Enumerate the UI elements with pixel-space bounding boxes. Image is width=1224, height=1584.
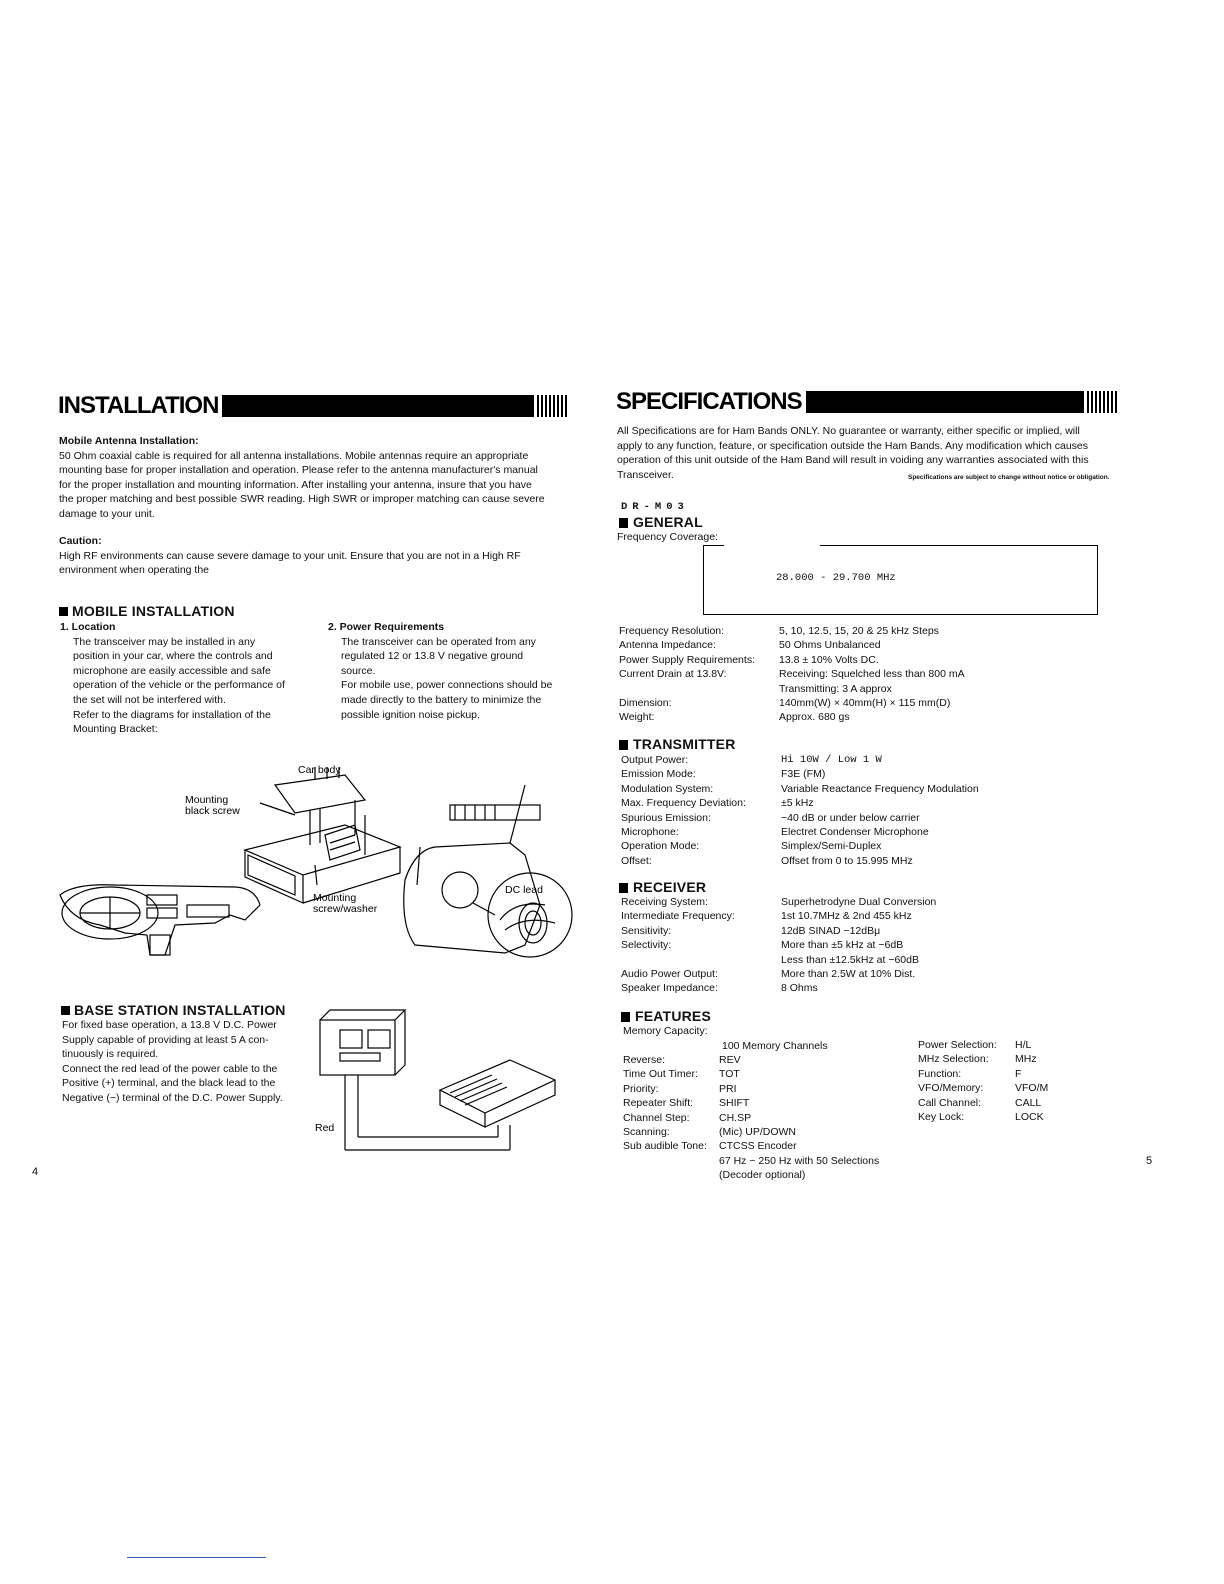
features-left-table [623,1053,879,1183]
page-number-left: 4 [32,1166,39,1178]
feature-row: Key Lock: LOCK [918,1111,1044,1124]
bullet-square-icon [619,518,628,528]
spec-row: Frequency Resolution: 5, 10, 12.5, 15, 20 & 25 kHz Steps [619,625,939,637]
bullet-square-icon [619,883,628,893]
mobile-installation-heading: MOBILE INSTALLATION [59,603,235,619]
spec-row: Current Drain at 13.8V: Receiving: Squelched less than 800 mA [619,668,965,681]
location-section [60,620,300,737]
base-station-line: Connect the red lead of the power cable to the [62,1062,278,1075]
feature-row: Sub audible Tone: CTCSS Encoder [623,1140,797,1153]
location-heading: 1. Location [60,621,116,633]
freq-coverage-box [703,545,1098,615]
installation-title: INSTALLATION [58,392,219,419]
mobile-antenna-line: mounting base for proper installation and operation. Please refer to the antenna manufacturer's manual [59,464,538,477]
mobile-antenna-line: the proper matching and best possible SWR reading. High SWR or improper matching can cause severe [59,493,545,506]
transmitter-heading: TRANSMITTER [619,736,736,752]
power-line: The transceiver can be operated from any [341,635,536,648]
spec-row: Operation Mode: Simplex/Semi-Duplex [621,840,882,853]
label-mounting-2: Mounting [313,892,357,904]
receiver-heading: RECEIVER [619,879,706,895]
feature-row: Priority: PRI [623,1082,737,1095]
location-line: position in your car, where the controls and [73,650,273,663]
installation-header [58,391,567,421]
power-line: possible ignition noise pickup. [341,708,480,721]
spec-row: Transmitting: 3 A approx [779,682,892,695]
location-line: The transceiver may be installed in any [73,635,256,648]
memory-capacity-value: 100 Memory Channels [722,1040,828,1052]
feature-row: VFO/Memory: VFO/M [918,1082,1049,1095]
base-station-heading: BASE STATION INSTALLATION [61,1002,286,1018]
freq-coverage-value: 28.000 - 29.700 MHz [776,572,896,584]
label-black-screw: black screw [185,805,240,817]
spec-fine-print: Specifications are subject to change without notice or obligation. [908,474,1110,481]
header-ticks [1087,391,1117,413]
spec-row: Power Supply Requirements: 13.8 ± 10% Volts DC. [619,653,879,666]
spec-row: Offset: Offset from 0 to 15.995 MHz [621,854,913,867]
mobile-antenna-section [59,434,569,522]
location-line: Refer to the diagrams for installation of the [73,708,271,721]
feature-row: Function: F [918,1067,1022,1080]
label-car-body: Car body [298,764,341,776]
spec-row: Speaker Impedance: 8 Ohms [621,982,818,995]
spec-row: Max. Frequency Deviation: ±5 kHz [621,797,814,810]
freq-coverage-label: Frequency Coverage: [617,531,718,543]
power-line: regulated 12 or 13.8 V negative ground [341,650,524,663]
spec-row: Microphone: Electret Condenser Microphone [621,826,929,839]
location-line: Mounting Bracket: [73,723,158,736]
base-station-line: Negative (−) terminal of the D.C. Power Supply. [62,1091,283,1104]
power-section [328,620,568,722]
spec-intro-line: All Specifications are for Ham Bands ONLY. No guarantee or warranty, either specific or implied, will [617,425,1080,437]
feature-row: Power Selection: H/L [918,1039,1032,1051]
specifications-header [616,387,1117,417]
bullet-square-icon [59,607,68,616]
bullet-square-icon [619,740,628,750]
spec-row: Selectivity: More than ±5 kHz at −6dB [621,939,904,952]
general-spec-table [619,624,965,725]
spec-row: Less than ±12.5kHz at −60dB [781,953,919,966]
base-station-section [62,1018,302,1106]
base-station-diagram [310,1005,570,1155]
power-line: made directly to the battery to minimize the [341,693,542,706]
mobile-antenna-line: 50 Ohm coaxial cable is required for all antenna installations. Mobile antennas require an appropriate [59,449,529,462]
label-mounting-1: Mounting [185,794,229,806]
footnote-rule [127,1557,266,1558]
location-line: operation of the vehicle or the performance of [73,679,285,692]
power-line: source. [341,664,376,677]
transmitter-spec-table [621,753,979,868]
feature-row: (Decoder optional) [719,1169,806,1182]
spec-row: Sensitivity: 12dB SINAD −12dBμ [621,924,881,937]
feature-row: Reverse: REV [623,1054,741,1066]
base-station-line: For fixed base operation, a 13.8 V D.C. Power [62,1019,277,1031]
spec-row: Intermediate Frequency: 1st 10.7MHz & 2nd 455 kHz [621,910,912,923]
spec-row: Audio Power Output: More than 2.5W at 10% Dist. [621,968,916,981]
label-screw-washer: screw/washer [313,903,378,915]
caution-section [59,534,569,578]
spec-row: Modulation System: Variable Reactance Frequency Modulation [621,782,979,795]
spec-row: Output Power: Hi 10W / Low 1 W [621,754,882,766]
feature-row: Scanning: (Mic) UP/DOWN [623,1126,796,1139]
label-dc-lead: DC lead [505,884,543,896]
base-station-line: Supply capable of providing at least 5 A con- [62,1033,269,1046]
spec-row: Spurious Emission: −40 dB or under below carrier [621,811,920,824]
header-bar [806,391,1084,413]
page-number-right: 5 [1146,1155,1153,1167]
feature-row: Call Channel: CALL [918,1096,1042,1109]
base-station-line: Positive (+) terminal, and the black lead to the [62,1077,276,1090]
spec-intro-line: operation of this unit outside of the Ham Band will result in voiding any warranties associated with this [617,454,1089,467]
bullet-square-icon [61,1006,70,1015]
general-heading: GENERAL [619,514,703,530]
mobile-antenna-line: damage to your unit. [59,507,155,520]
feature-row: MHz Selection: MHz [918,1053,1037,1066]
base-station-line: tinuously is required. [62,1048,159,1061]
caution-line: High RF environments can cause severe damage to your unit. Ensure that you are not in a High RF [59,549,521,562]
caution-heading: Caution: [59,535,102,547]
spec-row: Emission Mode: F3E (FM) [621,768,826,781]
location-line: the set will not be interfered with. [73,693,226,706]
specifications-title: SPECIFICATIONS [616,388,802,415]
power-line: For mobile use, power connections should be [341,679,553,692]
receiver-spec-table [621,895,936,996]
features-heading: FEATURES [621,1008,711,1024]
spec-intro-line: Transceiver. [617,468,674,481]
model-number: DR-M03 [621,501,689,513]
spec-row: Dimension: 140mm(W) × 40mm(H) × 115 mm(D) [619,697,951,710]
mobile-antenna-line: for the proper installation and mounting information. After installing your antenna, insure that you have [59,478,532,491]
caution-line: environment when operating the [59,564,210,577]
bullet-square-icon [621,1012,630,1022]
label-red-lead: Red [315,1122,335,1134]
header-bar [222,395,534,417]
memory-capacity-label: Memory Capacity: [623,1025,708,1037]
spec-row: Receiving System: Superhetrodyne Dual Conversion [621,896,937,908]
power-heading: 2. Power Requirements [328,621,445,633]
spec-row: Weight: Approx. 680 gs [619,711,850,724]
feature-row: Time Out Timer: TOT [623,1068,740,1081]
mobile-antenna-heading: Mobile Antenna Installation: [59,435,199,447]
spec-intro-line: apply to any function, feature, or specification outside the Ham Bands. Any modification which causes [617,439,1089,452]
features-right-table [918,1038,1048,1124]
location-line: microphone are easily accessible and safe [73,664,271,677]
feature-row: Repeater Shift: SHIFT [623,1097,750,1110]
spec-row: Antenna Impedance: 50 Ohms Unbalanced [619,639,881,652]
feature-row: 67 Hz ~ 250 Hz with 50 Selections [719,1154,880,1167]
header-ticks [537,395,567,417]
feature-row: Channel Step: CH.SP [623,1111,752,1124]
mobile-installation-diagram [55,755,580,970]
